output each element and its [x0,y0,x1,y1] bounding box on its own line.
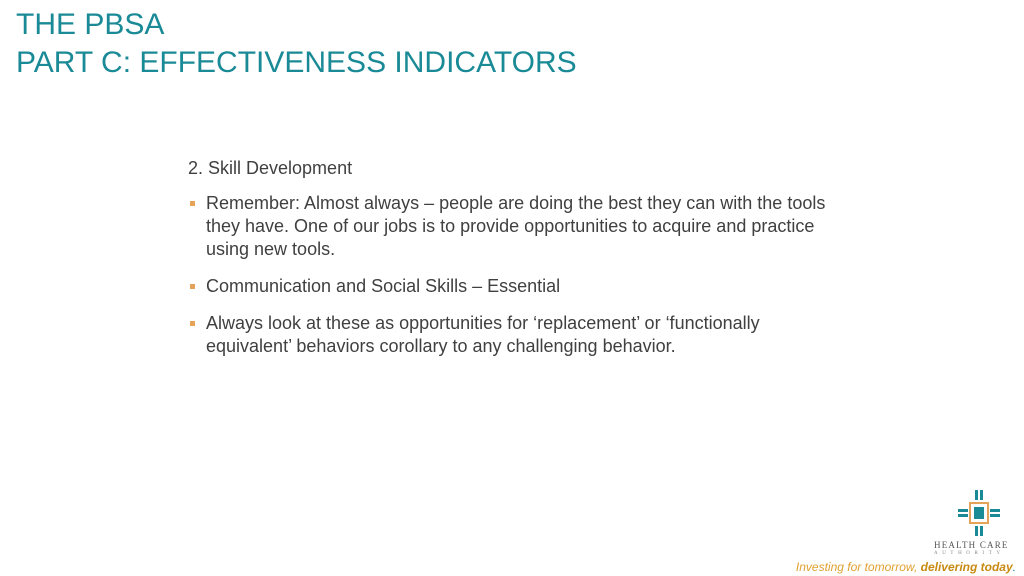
bullet-list [188,192,848,358]
bullet-marker-icon [190,321,195,326]
bullet-marker-icon [190,201,195,206]
title-line-2: PART C: EFFECTIVENESS INDICATORS [16,46,577,79]
subheading: 2. Skill Development [188,158,353,178]
logo-subtext: AUTHORITY [934,551,1005,556]
bullet-marker-icon [190,284,195,289]
zia-sun-icon [956,488,1002,538]
tagline [796,560,1016,574]
bullet-item [188,275,848,298]
tagline-end: . [1012,560,1016,574]
logo-text: HEALTH CARE [934,540,1009,550]
bullet-text: Always look at these as opportunities for ‘replacement’ or ‘functionally equivalent’ behaviors corollary to any challenging behavior. [206,313,760,356]
title-line-1: THE PBSA [16,8,165,41]
bullet-text: Remember: Almost always – people are doing the best they can with the tools they have. One of our jobs is to provide opportunities to acquire and practice using new tools. [206,193,826,259]
health-care-authority-logo [934,488,1024,560]
slide-title [16,6,577,82]
tagline-part-2: delivering today [920,560,1013,574]
slide-content [188,156,848,372]
bullet-item [188,312,848,358]
bullet-item [188,192,848,261]
tagline-part-1: Investing for tomorrow, [795,560,918,574]
bullet-text: Communication and Social Skills – Essential [206,276,561,296]
